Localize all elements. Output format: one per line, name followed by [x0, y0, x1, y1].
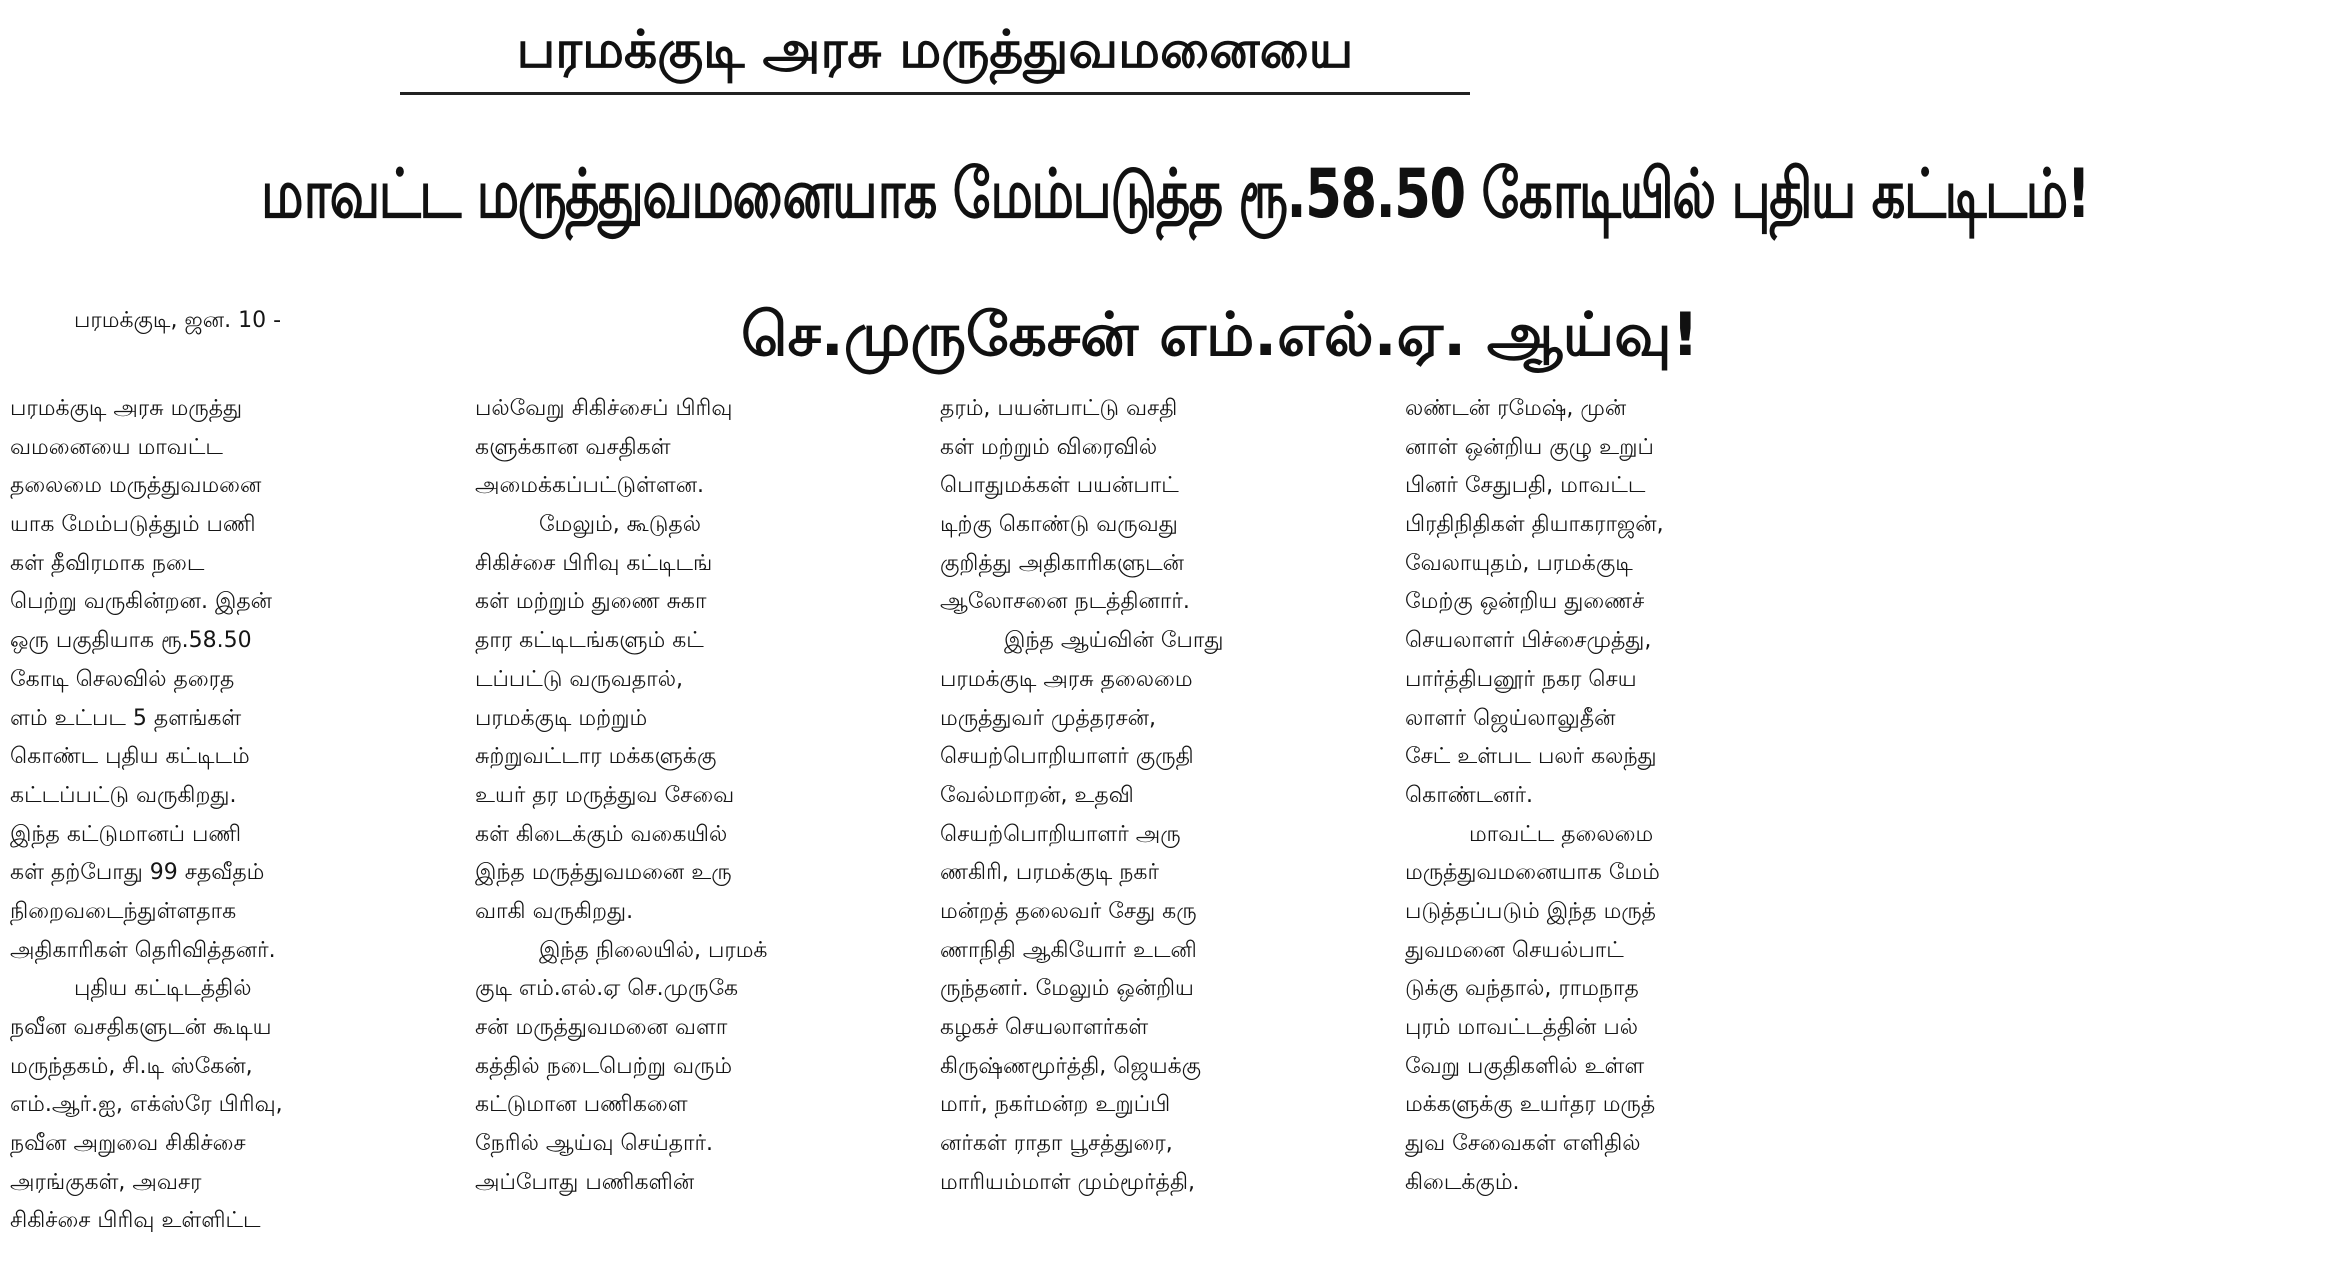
- kicker-headline: பரமக்குடி அரசு மருத்துவமனையை: [400, 8, 1470, 95]
- dateline: [10, 302, 450, 341]
- article-line: தரம், பயன்பாட்டு வசதி: [940, 396, 1178, 421]
- article-line: இந்த ஆய்வின் போது: [1004, 628, 1224, 654]
- article-line: கட்டப்பட்டு வருகிறது.: [10, 782, 237, 808]
- article-line: கழகச் செயலாளர்கள்: [940, 1015, 1149, 1040]
- article-line: மாரியம்மாள் மும்மூர்த்தி,: [940, 1169, 1195, 1195]
- article-line: வமனையை மாவட்ட: [10, 434, 223, 460]
- article-line: செயற்பொறியாளர் குருதி: [940, 744, 1194, 770]
- article-line: ணாநிதி ஆகியோர் உடனி: [940, 937, 1197, 963]
- article-line: பெற்று வருகின்றன. இதன்: [10, 589, 273, 615]
- article-line: கிடைக்கும்.: [1405, 1169, 1520, 1195]
- article-line: ஒரு பகுதியாக ரூ.58.50: [10, 628, 252, 654]
- article-line: அதிகாரிகள் தெரிவித்தனர்.: [10, 937, 276, 963]
- article-column-2: [475, 390, 915, 1270]
- article-line: நேரில் ஆய்வு செய்தார்.: [475, 1131, 714, 1157]
- article-line: பரமக்குடி மற்றும்: [475, 705, 648, 731]
- article-line: நவீன அறுவை சிகிச்சை: [10, 1131, 246, 1157]
- article-line: இந்த நிலையில், பரமக்: [539, 937, 768, 963]
- article-line: டுக்கு வந்தால், ராமநாத: [1405, 976, 1639, 1002]
- article-line: சன் மருத்துவமனை வளா: [475, 1015, 728, 1040]
- article-line: பார்த்திபனூர் நகர செய: [1405, 666, 1637, 692]
- article-line: குறித்து அதிகாரிகளுடன்: [940, 550, 1184, 576]
- main-headline: மாவட்ட மருத்துவமனையாக மேம்படுத்த ரூ.58.50 கோடியில் புதிய கட்டிடம்!: [261, 155, 2090, 234]
- article-line: இந்த மருத்துவமனை உரு: [475, 860, 732, 886]
- article-line: னாள் ஒன்றிய குழு உறுப்: [1405, 434, 1654, 460]
- article-line: மக்களுக்கு உயர்தர மருத்: [1405, 1092, 1656, 1118]
- article-line: மருத்துவர் முத்தரசன்,: [940, 705, 1157, 731]
- article-line: கொண்ட புதிய கட்டிடம்: [10, 744, 250, 770]
- article-line: செயலாளர் பிச்சைமுத்து,: [1405, 628, 1652, 654]
- article-line: தலைமை மருத்துவமனை: [10, 473, 262, 499]
- article-line: வேல்மாறன், உதவி: [940, 782, 1134, 808]
- article-line: பினர் சேதுபதி, மாவட்ட: [1405, 473, 1646, 499]
- article-line: கத்தில் நடைபெற்று வரும்: [475, 1053, 733, 1079]
- article-line: ருந்தனர். மேலும் ஒன்றிய: [940, 976, 1194, 1002]
- article-line: லாளர் ஜெய்லாலுதீன்: [1405, 705, 1616, 731]
- article-line: குடி எம்.எல்.ஏ செ.முருகே: [475, 976, 739, 1002]
- article-line: ஆலோசனை நடத்தினார்.: [940, 589, 1190, 615]
- article-line: கொண்டனர்.: [1405, 782, 1534, 808]
- article-line: மருந்தகம், சி.டி ஸ்கேன்,: [10, 1053, 253, 1079]
- article-line: இந்த கட்டுமானப் பணி: [10, 821, 242, 847]
- article-line: வேலாயுதம், பரமக்குடி: [1405, 550, 1633, 576]
- article-line: சேட் உள்பட பலர் கலந்து: [1405, 744, 1657, 770]
- article-line: களுக்கான வசதிகள்: [475, 434, 671, 460]
- article-line: கோடி செலவில் தரைத: [10, 666, 235, 692]
- article-line: தார கட்டிடங்களும் கட்: [475, 628, 704, 654]
- article-column-4: [1405, 390, 1830, 1270]
- article-line: கள் கிடைக்கும் வகையில்: [475, 821, 728, 847]
- article-line: அமைக்கப்பட்டுள்ளன.: [475, 473, 705, 499]
- article-column-1: [10, 390, 450, 1270]
- article-line: மேலும், கூடுதல்: [539, 512, 701, 538]
- article-line: பல்வேறு சிகிச்சைப் பிரிவு: [475, 396, 733, 421]
- article-line: மாவட்ட தலைமை: [1469, 821, 1654, 847]
- article-line: மருத்துவமனையாக மேம்: [1405, 860, 1660, 886]
- article-line: கள் தீவிரமாக நடை: [10, 550, 205, 576]
- article-line: உயர் தர மருத்துவ சேவை: [475, 782, 735, 808]
- article-line: பரமக்குடி அரசு தலைமை: [940, 666, 1193, 692]
- article-line: பரமக்குடி அரசு மருத்து: [10, 396, 243, 421]
- article-line: கட்டுமான பணிகளை: [475, 1092, 688, 1118]
- article-line: மன்றத் தலைவர் சேது கரு: [940, 898, 1197, 924]
- article-line: ணகிரி, பரமக்குடி நகர்: [940, 860, 1159, 886]
- article-line: னர்கள் ராதா பூசத்துரை,: [940, 1131, 1173, 1157]
- article-line: கள் மற்றும் விரைவில்: [940, 434, 1158, 460]
- sub-headline: செ.முருகேசன் எம்.எல்.ஏ. ஆய்வு!: [740, 300, 1699, 370]
- article-line: ளம் உட்பட 5 தளங்கள்: [10, 705, 242, 731]
- article-line: படுத்தப்படும் இந்த மருத்: [1405, 898, 1657, 924]
- article-line: அரங்குகள், அவசர: [10, 1169, 202, 1195]
- article-line: மேற்கு ஒன்றிய துணைச்: [1405, 589, 1645, 615]
- article-line: துவ சேவைகள் எளிதில்: [1405, 1131, 1641, 1157]
- article-line: புதிய கட்டிடத்தில்: [74, 976, 252, 1002]
- article-line: அப்போது பணிகளின்: [475, 1169, 695, 1195]
- article-line: சிகிச்சை பிரிவு உள்ளிட்ட: [10, 1208, 261, 1234]
- article-line: லண்டன் ரமேஷ், முன்: [1405, 396, 1627, 421]
- article-line: பிரதிநிதிகள் தியாகராஜன்,: [1405, 512, 1664, 538]
- article-line: எம்.ஆர்.ஐ, எக்ஸ்ரே பிரிவு,: [10, 1092, 283, 1118]
- article-line: கிருஷ்ணமூர்த்தி, ஜெயக்கு: [940, 1053, 1202, 1079]
- article-line: சுற்றுவட்டார மக்களுக்கு: [475, 744, 717, 770]
- article-line: புரம் மாவட்டத்தின் பல்: [1405, 1015, 1639, 1040]
- article-line: கள் தற்போது 99 சதவீதம்: [10, 860, 265, 886]
- article-line: வாகி வருகிறது.: [475, 898, 634, 924]
- article-line: துவமனை செயல்பாட்: [1405, 937, 1624, 963]
- article-line: நவீன வசதிகளுடன் கூடிய: [10, 1015, 272, 1040]
- article-line: கள் மற்றும் துணை சுகா: [475, 589, 707, 615]
- article-line: மார், நகர்மன்ற உறுப்பி: [940, 1092, 1171, 1118]
- article-line: செயற்பொறியாளர் அரு: [940, 821, 1181, 847]
- article-line: சிகிச்சை பிரிவு கட்டிடங்: [475, 550, 713, 576]
- article-line: டப்பட்டு வருவதால்,: [475, 666, 683, 692]
- dateline-text: பரமக்குடி, ஜன. 10 -: [74, 308, 282, 333]
- article-line: டிற்கு கொண்டு வருவது: [940, 512, 1178, 538]
- article-line: வேறு பகுதிகளில் உள்ள: [1405, 1053, 1645, 1079]
- article-line: யாக மேம்படுத்தும் பணி: [10, 512, 256, 538]
- article-line: நிறைவடைந்துள்ளதாக: [10, 898, 237, 924]
- article-line: பொதுமக்கள் பயன்பாட்: [940, 473, 1179, 499]
- article-column-3: [940, 390, 1380, 1270]
